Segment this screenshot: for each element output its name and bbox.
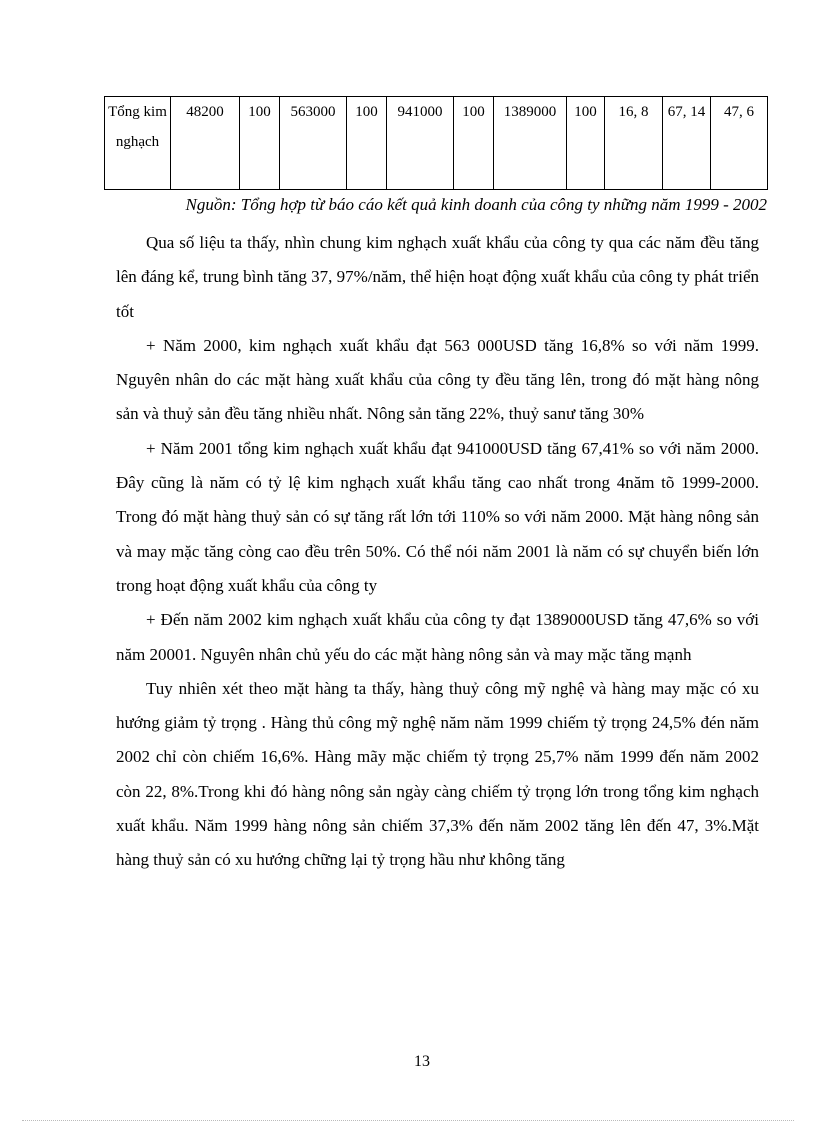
paragraph: Qua số liệu ta thấy, nhìn chung kim nghạch xuất khẩu của công ty qua các năm đều tăng lên đáng kể, trung bình tăng 37, 97%/năm, thể hiện hoạt động xuất khẩu của công ty phát triển tốt	[116, 233, 759, 321]
table-cell: 100	[567, 97, 605, 190]
table-cell: 100	[240, 97, 280, 190]
table-cell: 47, 6	[711, 97, 768, 190]
paragraph: Tuy nhiên xét theo mặt hàng ta thấy, hàng thuỷ công mỹ nghệ và hàng may mặc có xu hướng giảm tỷ trọng . Hàng thủ công mỹ nghệ năm năm 1999 chiếm tỷ trọng 24,5% đén năm 2002 chỉ còn chiếm 16,6%. Hàng mãy mặc chiếm tỷ trọng 25,7% năm 1999 đến năm 2002 còn 22, 8%.Trong khi đó hàng nông sản ngày càng chiếm tỷ trọng lớn trong tổng kim nghạch xuất khẩu. Năm 1999 hàng nông sản chiếm 37,3% đến năm 2002 tăng lên đến 47, 3%.Mặt hàng thuỷ sản có xu hướng chững lại tỷ trọng hầu như không tăng	[116, 678, 759, 870]
table-cell: 563000	[280, 97, 347, 190]
paragraph: + Năm 2001 tổng kim nghạch xuất khẩu đạt 941000USD tăng 67,41% so với năm 2000. Đây cũng là năm có tỷ lệ kim nghạch xuất khẩu tăng cao nhất trong 4năm tõ 1999-2000. Trong đó mặt hàng thuỷ sản có sự tăng rất lớn tới 110% so với năm 2000. Mặt hàng nông sản và may mặc tăng còng cao đều trên 50%. Có thể nói năm 2001 là năm có sự chuyển biến lớn trong hoạt động xuất khẩu của công ty	[116, 438, 759, 595]
table-cell: 48200	[171, 97, 240, 190]
page-divider	[22, 1120, 794, 1121]
table-cell: 67, 14	[663, 97, 711, 190]
table-row-total	[105, 97, 768, 190]
table-cell: 100	[454, 97, 494, 190]
table-cell: 941000	[387, 97, 454, 190]
table-cell: 1389000	[494, 97, 567, 190]
page-number: 13	[414, 1053, 430, 1070]
paragraph: + Năm 2000, kim nghạch xuất khẩu đạt 563 000USD tăng 16,8% so với năm 1999. Nguyên nhân do các mặt hàng xuất khẩu của công ty đều tăng lên, trong đó mặt hàng nông sản và thuỷ sản đều tăng nhiều nhất. Nông sản tăng 22%, thuỷ sanư tăng 30%	[116, 335, 759, 424]
table-source-note: Nguồn: Tổng hợp từ báo cáo kết quả kinh doanh của công ty những năm 1999 - 2002	[185, 195, 767, 214]
table-cell: 16, 8	[605, 97, 663, 190]
table-cell: 100	[347, 97, 387, 190]
paragraph: + Đến năm 2002 kim nghạch xuất khẩu của công ty đạt 1389000USD tăng 47,6% so với năm 20001. Nguyên nhân chủ yếu do các mặt hàng nông sản và may mặc tăng mạnh	[116, 610, 759, 664]
export-turnover-table	[104, 96, 768, 190]
table-cell-label: Tổng kim nghạch	[105, 97, 171, 190]
body-text	[116, 226, 759, 878]
